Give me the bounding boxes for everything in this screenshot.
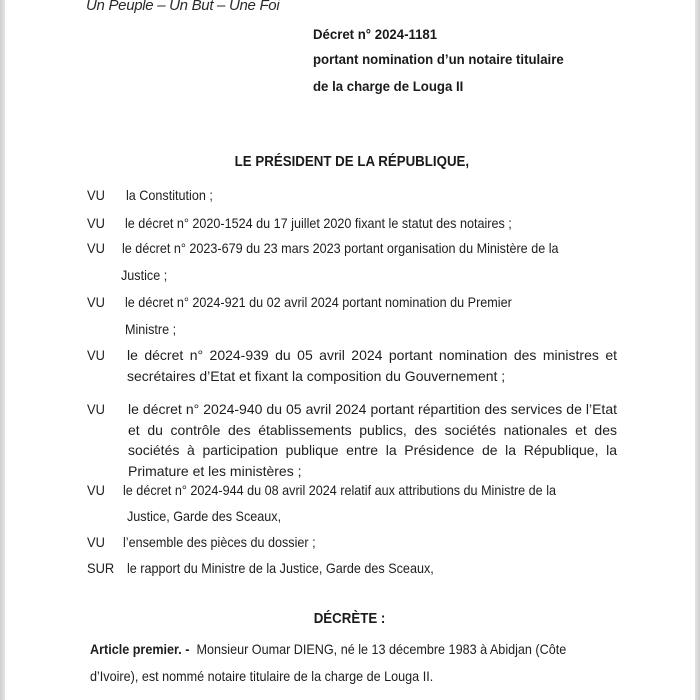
citation-text: le décret n° 2024-940 du 05 avril 2024 portant répartition des services de l’Etat et du contrôle des établissements publics, des sociétés nationales et des sociétés à participation publique entre la Présidence de la République, la Primature et les ministères ;	[128, 401, 617, 479]
decree-title-line2: de la charge de Louga II	[313, 79, 464, 95]
citation-label: VU	[87, 534, 105, 550]
citation-text-continued: Ministre ;	[125, 321, 177, 337]
citation-text-continued: Justice, Garde des Sceaux,	[127, 508, 282, 524]
article-line1	[90, 641, 566, 657]
page-edge-left	[0, 0, 5, 700]
citation-label: VU	[87, 401, 105, 417]
citation-label: VU	[87, 187, 105, 203]
citation-text: le décret n° 2024-944 du 08 avril 2024 relatif aux attributions du Ministre de la	[123, 482, 556, 498]
national-motto: Un Peuple – Un But – Une Foi	[86, 0, 280, 14]
article-line2: d’Ivoire), est nommé notaire titulaire de la charge de Louga II.	[90, 668, 434, 684]
citation-text: le décret n° 2024-939 du 05 avril 2024 portant nomination des ministres et secrétaires d’Etat et fixant la composition du Gouvernement ;	[127, 347, 617, 384]
citation-label: SUR	[87, 560, 115, 576]
citation-text: la Constitution ;	[126, 187, 213, 203]
authority-heading	[0, 154, 700, 170]
citation-text: l’ensemble des pièces du dossier ;	[123, 534, 316, 550]
citation-label: VU	[87, 482, 105, 498]
decree-title-line1: portant nomination d’un notaire titulaire	[313, 52, 564, 68]
citation-label: VU	[87, 294, 105, 310]
citation-text-continued: Justice ;	[121, 267, 168, 283]
citation-label: VU	[87, 240, 105, 256]
citation-text: le rapport du Ministre de la Justice, Garde des Sceaux,	[127, 560, 434, 576]
enacting-heading	[0, 611, 700, 627]
citation-label: VU	[87, 347, 105, 363]
page-edge-right	[695, 0, 700, 700]
authority-heading-text: LE PRÉSIDENT DE LA RÉPUBLIQUE,	[234, 154, 470, 170]
article-text: Monsieur Oumar DIENG, né le 13 décembre 1983 à Abidjan (Côte	[196, 641, 567, 657]
citation-text: le décret n° 2024-921 du 02 avril 2024 portant nomination du Premier	[125, 294, 512, 310]
enacting-heading-text: DÉCRÈTE :	[314, 611, 386, 627]
article-label: Article premier. -	[90, 641, 190, 657]
decree-number: Décret n° 2024-1181	[313, 27, 438, 43]
citation-label: VU	[87, 215, 105, 231]
citation-text: le décret n° 2023-679 du 23 mars 2023 portant organisation du Ministère de la	[122, 240, 559, 256]
citation-text: le décret n° 2020-1524 du 17 juillet 2020 fixant le statut des notaires ;	[125, 215, 512, 231]
